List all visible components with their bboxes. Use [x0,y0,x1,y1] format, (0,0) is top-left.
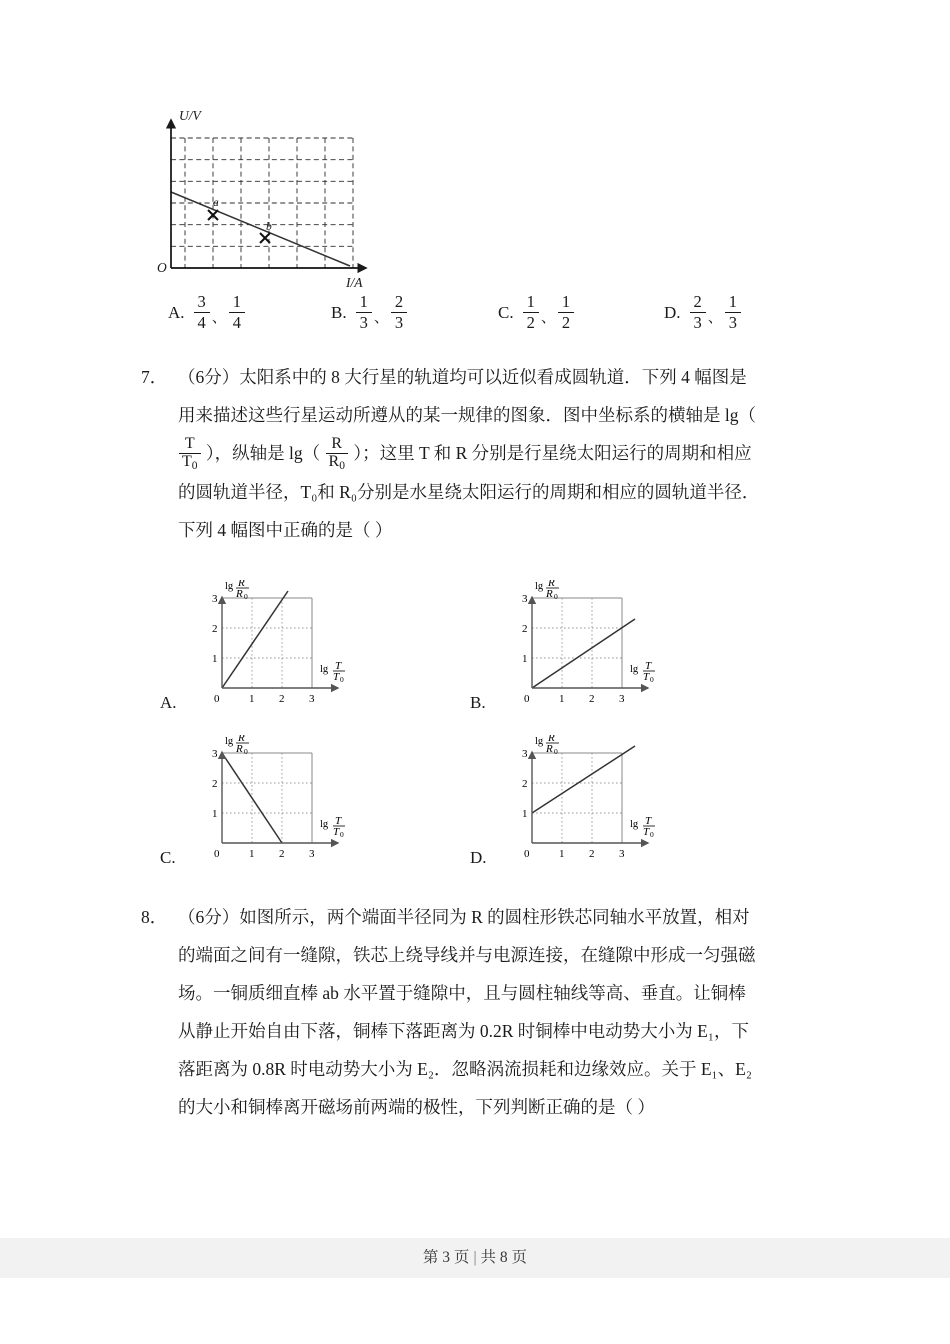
denominator: 3 [690,312,706,332]
option-a-svg [190,580,380,715]
ui-origin-label: O [157,260,167,275]
option-c-xlabel-num: T [335,815,342,827]
den-main: T [182,452,192,470]
option-b-xlabel-num: T [645,660,652,672]
q6-choice-b-fraction-1 [356,293,372,333]
q6-choice-d-label: D. [664,302,681,322]
option-graph-d-plot [500,735,690,870]
option-d-xlabel-lg: lg [630,819,639,830]
option-b-ytick-1: 1 [522,653,528,665]
option-a-xlabel-num: T [335,660,342,672]
option-b-xlabel-lg: lg [630,664,639,675]
option-a-xlabel-den-sub: 0 [340,675,344,684]
question-8-number: 8． [141,907,168,927]
denominator [179,453,201,472]
option-graph-c-cell[interactable] [160,735,410,870]
q6-choice-b-separator: 、 [373,310,389,327]
q8-line-6: 的大小和铜棒离开磁场前两端的极性，下列判断正确的是（ ） [178,1097,655,1117]
option-c-ylabel-den: R [236,743,243,755]
q7-marks: （6分） [178,367,240,387]
q6-choice-b-fraction-2 [391,293,407,333]
option-b-xtick-3: 3 [619,693,625,705]
q7-text-3-mid: ），纵轴是 lg（ [205,443,321,463]
q7-fraction-r-over-r0 [326,436,348,472]
option-a-xtick-3: 3 [309,693,315,705]
numerator: 2 [693,292,702,311]
numerator: 1 [359,292,368,311]
ui-grid-vertical [185,138,353,268]
denominator: 3 [356,312,372,332]
q6-choice-c-fraction-1 [523,293,539,333]
numerator: 1 [232,292,242,311]
option-c-label: C. [160,848,176,867]
option-d-ylabel-lg: lg [535,736,544,747]
option-a-ylabel-den-sub: 0 [244,592,248,601]
page-footer [0,1238,950,1278]
q6-choices-row [168,293,818,343]
footer-text [0,1238,950,1278]
option-d-ylabel-num: R [548,735,555,744]
q6-choice-d[interactable] [664,293,741,333]
option-b-data-line [532,619,635,688]
q7-text-3-post: ）；这里 T 和 R 分别是行星绕太阳运行的周期和相应 [353,443,752,463]
denominator: 2 [558,312,574,332]
option-d-xtick-3: 3 [619,848,625,860]
option-c-ytick-2: 2 [212,778,218,790]
option-b-grid [532,598,622,688]
option-c-ytick-1: 1 [212,808,218,820]
q8-line-1 [178,898,818,936]
q6-choice-a-fraction-1 [194,293,210,333]
ui-graph-svg [150,100,380,290]
option-d-xtick-1: 1 [559,848,565,860]
ui-y-axis-label: U/V [179,108,201,123]
option-d-grid [532,753,622,843]
option-d-ylabel-den: R [546,743,553,755]
option-c-xlabel-lg: lg [320,819,329,830]
option-d-xtick-2: 2 [589,848,595,860]
option-c-xtick-1: 1 [249,848,255,860]
q6-choice-d-separator: 、 [707,310,723,327]
option-a-xtick-2: 2 [279,693,285,705]
numerator: 1 [526,292,535,311]
option-b-xlabel-den: T [643,671,650,683]
q6-choice-b[interactable] [331,293,407,333]
option-a-xlabel-den: T [333,671,340,683]
q6-choice-c-fraction-2 [558,293,574,333]
option-b-label: B. [470,693,486,712]
option-a-ytick-2: 2 [212,623,218,635]
option-graph-b-plot [500,580,690,715]
option-a-xtick-1: 1 [249,693,255,705]
den-subscript: 0 [339,459,345,472]
option-c-grid [222,753,312,843]
q7-option-graphs [160,580,720,870]
ui-point-a-label: a [213,197,219,209]
numerator: 1 [728,292,738,311]
option-graph-d-cell[interactable] [470,735,720,870]
denominator: 2 [523,312,539,332]
option-graph-b-cell[interactable] [470,580,720,715]
option-d-ylabel-den-sub: 0 [554,747,558,756]
ui-point-b-marker [260,233,270,243]
question-7-number: 7． [141,367,168,387]
option-c-xlabel-den: T [333,826,340,838]
option-d-ytick-1: 1 [522,808,528,820]
question-8-body [178,898,818,1126]
option-d-xlabel-den: T [643,826,650,838]
option-a-ylabel-num: R [238,580,245,589]
option-b-ylabel-den-sub: 0 [554,592,558,601]
numerator: R [331,435,343,453]
q8-line-3: 场。一铜质细直棒 ab 水平置于缝隙中，且与圆柱轴线等高、垂直。让铜棒 [178,983,746,1003]
q8-line-5: 落距离为 0.8R 时电动势大小为 E₂．忽略涡流损耗和边缘效应。关于 E₁、E₂ [178,1059,752,1079]
option-b-ylabel-num: R [548,580,555,589]
option-c-xtick-2: 2 [279,848,285,860]
numerator: T [184,435,195,453]
option-b-ylabel-den: R [546,588,553,600]
denominator: 4 [194,312,210,332]
q8-marks: （6分） [178,907,240,927]
option-b-ytick-3: 3 [522,593,528,605]
option-d-xlabel-den-sub: 0 [650,830,654,839]
option-d-data-line [532,746,635,813]
footer-separator: | [473,1249,477,1266]
option-c-svg [190,735,380,870]
option-graph-c-plot [190,735,380,870]
ui-point-b-label: b [266,221,272,233]
option-b-xlabel-den-sub: 0 [650,675,654,684]
option-d-ytick-2: 2 [522,778,528,790]
q6-choice-b-label: B. [331,302,347,322]
q6-choice-a-separator: 、 [211,310,227,327]
q7-line-2: 用来描述这些行星运动所遵从的某一规律的图象．图中坐标系的横轴是 lg（ [178,405,756,425]
option-b-xtick-2: 2 [589,693,595,705]
q6-choice-c-separator: 、 [540,310,556,327]
option-a-data-line [222,591,288,688]
option-a-ylabel-den: R [236,588,243,600]
option-c-ylabel-num: R [238,735,245,744]
q7-fraction-t-over-t0 [179,436,201,472]
q7-line-1 [178,358,818,396]
option-d-label: D. [470,848,487,867]
numerator: 2 [394,292,404,311]
option-c-xlabel-den-sub: 0 [340,830,344,839]
footer-current-page: 第 3 页 [422,1249,470,1266]
q8-line-4: 从静止开始自由下落，铜棒下落距离为 0.2R 时铜棒中电动势大小为 E₁，下 [178,1021,749,1041]
q7-line-4: 的圆轨道半径，T₀和 R₀分别是水星绕太阳运行的周期和相应的圆轨道半径． [178,481,760,502]
footer-total-pages: 共 8 页 [480,1249,528,1266]
option-c-ylabel-den-sub: 0 [244,747,248,756]
option-a-grid [222,598,312,688]
option-a-ytick-3: 3 [212,593,218,605]
option-b-ylabel-lg: lg [535,581,544,592]
q6-choice-a[interactable] [168,293,245,333]
option-a-ylabel-lg: lg [225,581,234,592]
denominator: 3 [725,312,741,332]
option-b-ytick-2: 2 [522,623,528,635]
option-graph-a-cell[interactable] [160,580,410,715]
option-c-origin-tick: 0 [214,848,220,860]
q6-choice-a-fraction-2 [229,293,245,333]
option-b-svg [500,580,690,715]
q7-line-3 [178,434,818,473]
q6-choice-a-label: A. [168,302,185,322]
option-graph-a-plot [190,580,380,715]
option-c-xtick-3: 3 [309,848,315,860]
den-main: R [328,452,340,470]
option-a-ytick-1: 1 [212,653,218,665]
figure-ui-characteristic [150,100,380,290]
option-b-xtick-1: 1 [559,693,565,705]
option-d-ytick-3: 3 [522,748,528,760]
option-a-label: A. [160,693,177,712]
denominator: 4 [229,312,245,332]
numerator: 1 [561,292,571,311]
option-c-ytick-3: 3 [212,748,218,760]
option-b-origin-tick: 0 [524,693,530,705]
q6-choice-d-fraction-2 [725,293,741,333]
option-d-svg [500,735,690,870]
option-a-origin-tick: 0 [214,693,220,705]
q8-text-1: 如图所示，两个端面半径同为 R 的圆柱形铁芯同轴水平放置，相对 [239,907,750,927]
ui-x-axis-label: I/A [346,275,363,290]
option-d-origin-tick: 0 [524,848,530,860]
option-c-ylabel-lg: lg [225,736,234,747]
q8-line-2: 的端面之间有一缝隙，铁芯上绕导线并与电源连接，在缝隙中形成一匀强磁 [178,945,756,965]
option-a-xlabel-lg: lg [320,664,329,675]
q7-text-1: 太阳系中的 8 大行星的轨道均可以近似看成圆轨道．下列 4 幅图是 [239,367,747,387]
den-subscript: 0 [191,459,198,472]
denominator [326,453,348,472]
question-7-body [178,358,818,549]
q6-choice-c[interactable] [498,293,574,333]
option-d-xlabel-num: T [645,815,652,827]
numerator: 3 [197,292,206,311]
q7-line-5: 下列 4 幅图中正确的是（ ） [178,519,393,540]
q6-choice-d-fraction-1 [690,293,706,333]
q6-choice-c-label: C. [498,302,514,322]
denominator: 3 [391,312,407,332]
